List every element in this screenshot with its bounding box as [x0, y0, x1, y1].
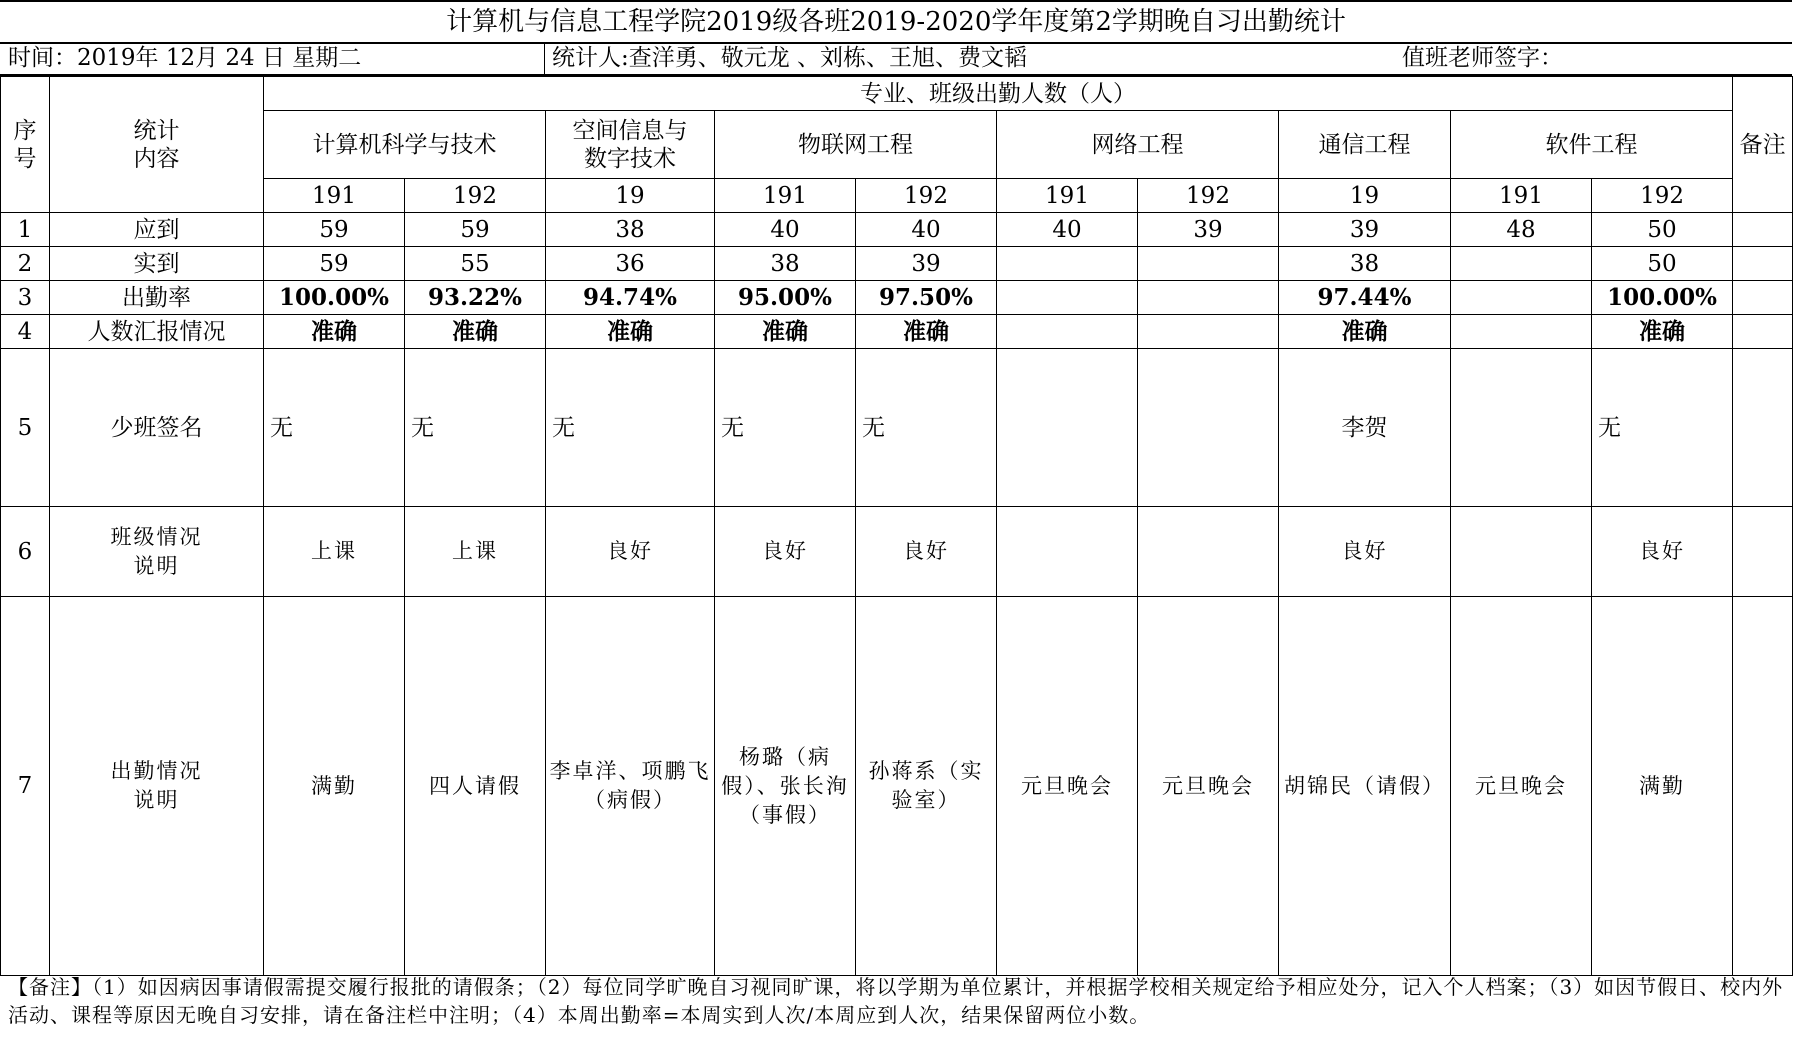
class-header: 191 — [997, 179, 1138, 213]
class-header: 191 — [1451, 179, 1592, 213]
major-header: 计算机科学与技术 — [264, 111, 546, 179]
content-header: 统计 内容 — [50, 77, 264, 213]
table-cell: 97.50% — [856, 281, 997, 315]
table-cell: 准确 — [264, 315, 405, 349]
table-cell: 元旦晚会 — [1138, 597, 1279, 976]
index-header: 序号 — [1, 77, 50, 213]
table-cell: 55 — [405, 247, 546, 281]
table-cell — [1451, 349, 1592, 507]
table-cell: 无 — [546, 349, 715, 507]
row-label: 实到 — [50, 247, 264, 281]
major-header: 网络工程 — [997, 111, 1279, 179]
row-label: 应到 — [50, 213, 264, 247]
table-cell — [1138, 247, 1279, 281]
class-header: 191 — [264, 179, 405, 213]
remark-cell — [1733, 597, 1793, 976]
table-cell — [1138, 507, 1279, 597]
table-cell — [997, 281, 1138, 315]
attendance-table — [0, 76, 1793, 976]
class-header: 19 — [1279, 179, 1451, 213]
table-cell: 良好 — [715, 507, 856, 597]
table-cell: 准确 — [715, 315, 856, 349]
table-cell: 四人请假 — [405, 597, 546, 976]
table-cell — [1451, 281, 1592, 315]
table-cell: 无 — [264, 349, 405, 507]
class-header: 191 — [715, 179, 856, 213]
remark-header: 备注 — [1733, 77, 1793, 213]
info-divider — [544, 42, 545, 74]
group-header: 专业、班级出勤人数（人） — [264, 77, 1733, 111]
table-cell: 40 — [715, 213, 856, 247]
sheet-title: 计算机与信息工程学院2019级各班2019-2020学年度第2学期晚自习出勤统计 — [0, 0, 1792, 44]
row-label: 人数汇报情况 — [50, 315, 264, 349]
table-cell — [1451, 507, 1592, 597]
major-header: 通信工程 — [1279, 111, 1451, 179]
footer-note: 【备注】（1）如因病因事请假需提交履行报批的请假条；（2）每位同学旷晚自习视同旷课，将以学期为单位累计，并根据学校相关规定给予相应处分，记入个人档案；（3）如因节假日、校内外活动、课程等原因无晚自习安排，请在备注栏中注明；（4）本周出勤率=本周实到人次/本周应到人次，结果保留两位小数。 — [8, 975, 1784, 1027]
table-cell: 良好 — [1592, 507, 1733, 597]
row-index: 3 — [1, 281, 50, 315]
table-cell: 59 — [264, 213, 405, 247]
table-cell: 无 — [856, 349, 997, 507]
table-cell: 上课 — [405, 507, 546, 597]
major-header: 空间信息与 数字技术 — [546, 111, 715, 179]
table-row — [1, 597, 1793, 976]
table-cell: 李卓洋、项鹏飞（病假） — [546, 597, 715, 976]
table-cell: 准确 — [1279, 315, 1451, 349]
table-cell: 良好 — [546, 507, 715, 597]
table-cell: 良好 — [856, 507, 997, 597]
table-cell: 38 — [1279, 247, 1451, 281]
row-index: 2 — [1, 247, 50, 281]
table-cell: 39 — [1279, 213, 1451, 247]
teacher-sign-label: 值班老师签字： — [1402, 45, 1563, 71]
major-header: 物联网工程 — [715, 111, 997, 179]
table-cell: 59 — [405, 213, 546, 247]
table-cell: 满勤 — [1592, 597, 1733, 976]
table-cell: 50 — [1592, 213, 1733, 247]
table-cell: 100.00% — [1592, 281, 1733, 315]
table-cell: 95.00% — [715, 281, 856, 315]
table-row — [1, 315, 1793, 349]
row-index: 1 — [1, 213, 50, 247]
table-cell: 100.00% — [264, 281, 405, 315]
table-cell — [1451, 247, 1592, 281]
table-cell: 38 — [546, 213, 715, 247]
table-cell: 准确 — [1592, 315, 1733, 349]
remark-cell — [1733, 281, 1793, 315]
header-row-majors — [1, 111, 1793, 179]
date-text: 时间：2019年 12月 24 日 星期二 — [8, 45, 362, 71]
row-index: 7 — [1, 597, 50, 976]
table-cell: 36 — [546, 247, 715, 281]
remark-cell — [1733, 315, 1793, 349]
table-cell: 元旦晚会 — [1451, 597, 1592, 976]
table-cell: 93.22% — [405, 281, 546, 315]
table-cell — [1451, 315, 1592, 349]
table-cell: 无 — [405, 349, 546, 507]
table-cell: 准确 — [546, 315, 715, 349]
table-cell: 59 — [264, 247, 405, 281]
table-cell: 40 — [856, 213, 997, 247]
table-cell: 94.74% — [546, 281, 715, 315]
table-cell: 李贺 — [1279, 349, 1451, 507]
class-header: 192 — [405, 179, 546, 213]
table-cell: 40 — [997, 213, 1138, 247]
table-cell: 无 — [715, 349, 856, 507]
table-cell — [997, 349, 1138, 507]
row-index: 6 — [1, 507, 50, 597]
class-header: 192 — [1138, 179, 1279, 213]
table-cell: 孙蒋系（实验室） — [856, 597, 997, 976]
table-cell: 上课 — [264, 507, 405, 597]
class-header: 19 — [546, 179, 715, 213]
table-cell — [1138, 315, 1279, 349]
table-cell — [997, 247, 1138, 281]
table-cell: 39 — [856, 247, 997, 281]
row-label: 出勤情况 说明 — [50, 597, 264, 976]
table-cell: 48 — [1451, 213, 1592, 247]
class-header: 192 — [856, 179, 997, 213]
table-row — [1, 213, 1793, 247]
table-cell: 胡锦民（请假） — [1279, 597, 1451, 976]
table-row — [1, 281, 1793, 315]
statisticians-text: 统计人:查洋勇、敬元龙 、刘栋、王旭、费文韬 — [552, 45, 1028, 71]
table-cell: 97.44% — [1279, 281, 1451, 315]
table-cell — [1138, 349, 1279, 507]
table-cell: 杨璐（病假）、张长洵（事假） — [715, 597, 856, 976]
remark-cell — [1733, 247, 1793, 281]
class-header: 192 — [1592, 179, 1733, 213]
header-row-classes — [1, 179, 1793, 213]
table-cell: 39 — [1138, 213, 1279, 247]
row-index: 4 — [1, 315, 50, 349]
row-index: 5 — [1, 349, 50, 507]
table-row — [1, 247, 1793, 281]
table-cell — [997, 507, 1138, 597]
table-cell: 38 — [715, 247, 856, 281]
table-cell: 准确 — [405, 315, 546, 349]
table-cell — [1138, 281, 1279, 315]
row-label: 出勤率 — [50, 281, 264, 315]
table-cell: 无 — [1592, 349, 1733, 507]
remark-cell — [1733, 507, 1793, 597]
table-cell: 满勤 — [264, 597, 405, 976]
table-cell — [997, 315, 1138, 349]
remark-cell — [1733, 213, 1793, 247]
remark-cell — [1733, 349, 1793, 507]
header-row-group — [1, 77, 1793, 111]
table-row — [1, 507, 1793, 597]
table-row — [1, 349, 1793, 507]
table-cell: 准确 — [856, 315, 997, 349]
info-row — [0, 42, 1792, 76]
table-cell: 良好 — [1279, 507, 1451, 597]
major-header: 软件工程 — [1451, 111, 1733, 179]
table-cell: 50 — [1592, 247, 1733, 281]
row-label: 班级情况 说明 — [50, 507, 264, 597]
table-cell: 元旦晚会 — [997, 597, 1138, 976]
row-label: 少班签名 — [50, 349, 264, 507]
